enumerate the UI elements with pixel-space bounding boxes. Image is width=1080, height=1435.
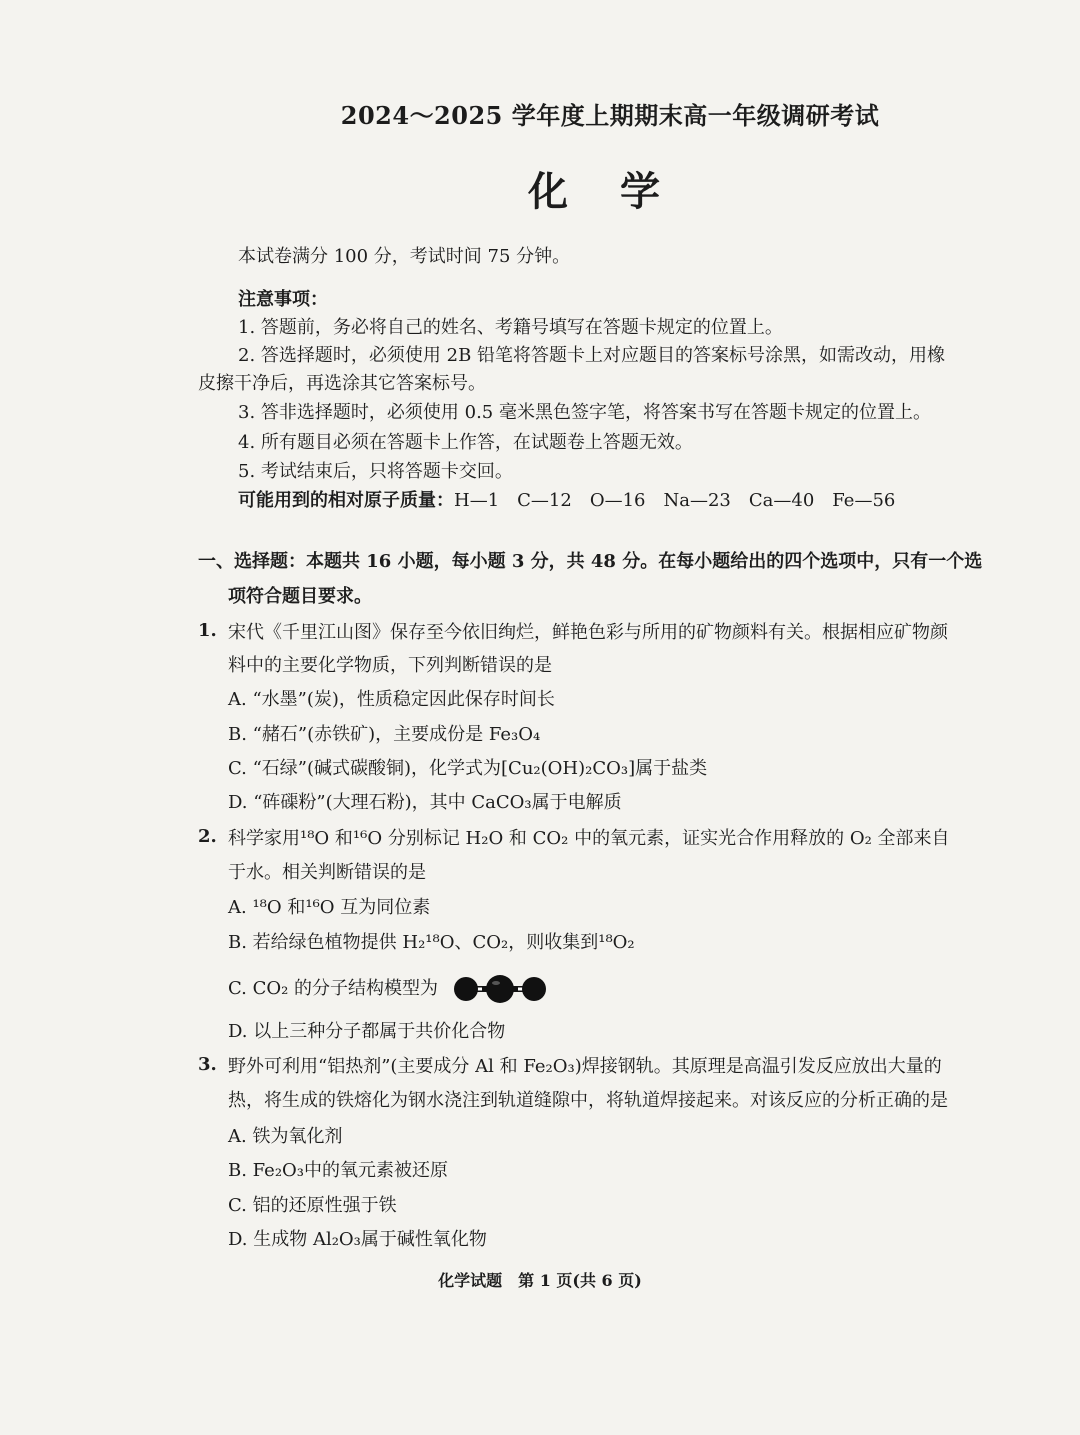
question-number: 3.: [198, 1054, 217, 1075]
atomic-mass-line: [238, 488, 895, 514]
option-b: B. “赭石”(赤铁矿)，主要成份是 Fe₃O₄: [228, 724, 541, 745]
question-text: 野外可利用“铝热剂”(主要成分 Al 和 Fe₂O₃)焊接钢轨。其原理是高温引发反应放出大量的: [228, 1056, 942, 1077]
notes-item: 皮擦干净后，再选涂其它答案标号。: [198, 373, 486, 394]
option-d: D. 以上三种分子都属于共价化合物: [228, 1021, 506, 1042]
page-footer: 化学试题 第 1 页(共 6 页): [438, 1271, 642, 1290]
option-c: C. CO₂ 的分子结构模型为: [228, 978, 439, 999]
subject-title: 化学: [528, 168, 712, 215]
notes-item: 5. 考试结束后，只将答题卡交回。: [238, 461, 513, 482]
question-text: 宋代《千里江山图》保存至今依旧绚烂，鲜艳色彩与所用的矿物颜料有关。根据相应矿物颜: [228, 622, 948, 643]
option-b: B. Fe₂O₃中的氧元素被还原: [228, 1160, 449, 1181]
option-b: B. 若给绿色植物提供 H₂¹⁸O、CO₂，则收集到¹⁸O₂: [228, 932, 635, 953]
option-a: A. ¹⁸O 和¹⁶O 互为同位素: [228, 897, 431, 918]
option-c: C. “石绿”(碱式碳酸铜)，化学式为[Cu₂(OH)₂CO₃]属于盐类: [228, 758, 708, 779]
co2-molecule-model-icon: [450, 974, 550, 1004]
option-c-line: [228, 974, 550, 1004]
exam-title: 2024～2025 学年度上期期末高一年级调研考试: [340, 101, 880, 130]
notes-item: 3. 答非选择题时，必须使用 0.5 毫米黑色签字笔，将答案书写在答题卡规定的位置上。: [238, 402, 931, 423]
option-c: C. 铝的还原性强于铁: [228, 1195, 397, 1216]
section-heading: 一、选择题：本题共 16 小题，每小题 3 分，共 48 分。在每小题给出的四个选项中，只有一个选: [198, 551, 983, 572]
question-number: 2.: [198, 826, 217, 847]
intro-text: 本试卷满分 100 分，考试时间 75 分钟。: [238, 246, 571, 267]
notes-item: 2. 答选择题时，必须使用 2B 铅笔将答题卡上对应题目的答案标号涂黑，如需改动，用橡: [238, 345, 946, 366]
question-text: 料中的主要化学物质，下列判断错误的是: [228, 655, 552, 676]
question-text: 于水。相关判断错误的是: [228, 862, 426, 883]
notes-item: 4. 所有题目必须在答题卡上作答，在试题卷上答题无效。: [238, 432, 693, 453]
option-a: A. “水墨”(炭)，性质稳定因此保存时间长: [228, 689, 555, 710]
question-number: 1.: [198, 620, 217, 641]
question-text: 热，将生成的铁熔化为钢水浇注到轨道缝隙中，将轨道焊接起来。对该反应的分析正确的是: [228, 1090, 948, 1111]
option-d: D. 生成物 Al₂O₃属于碱性氧化物: [228, 1229, 487, 1250]
atomic-mass-values: H—1 C—12 O—16 Na—23 Ca—40 Fe—56: [454, 490, 896, 511]
notes-heading: 注意事项：: [238, 289, 328, 310]
option-d: D. “砗磲粉”(大理石粉)，其中 CaCO₃属于电解质: [228, 792, 622, 813]
section-heading-cont: 项符合题目要求。: [228, 586, 372, 607]
question-text: 科学家用¹⁸O 和¹⁶O 分别标记 H₂O 和 CO₂ 中的氧元素，证实光合作用释放的 O₂ 全部来自: [228, 828, 950, 849]
atomic-mass-label: 可能用到的相对原子质量：: [238, 490, 454, 511]
notes-item: 1. 答题前，务必将自己的姓名、考籍号填写在答题卡规定的位置上。: [238, 317, 783, 338]
option-a: A. 铁为氧化剂: [228, 1126, 343, 1147]
